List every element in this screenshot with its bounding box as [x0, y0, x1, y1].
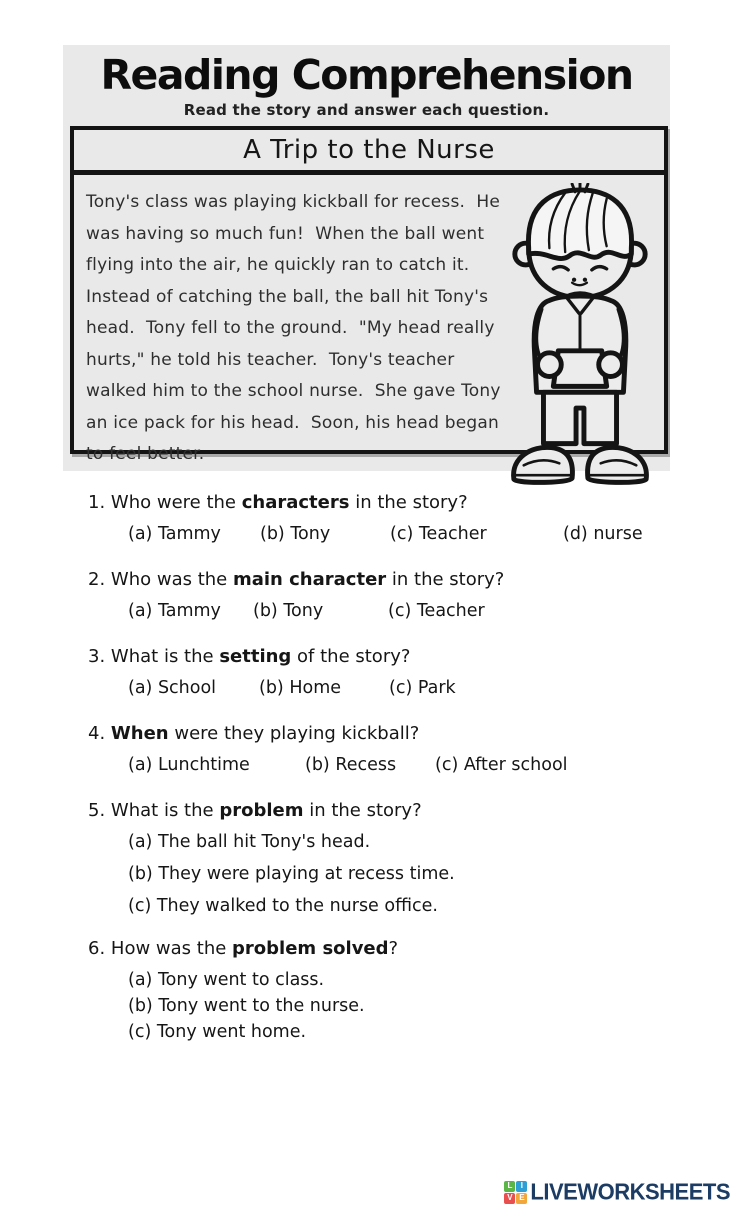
question-3 [88, 646, 688, 698]
question-text-bold: problem solved [232, 938, 389, 959]
question-3-options [88, 678, 688, 698]
question-text-pre: What is the [110, 800, 220, 821]
answer-option[interactable]: (c) After school [435, 755, 568, 775]
question-number: 3. [88, 646, 106, 667]
worksheet-header-band [63, 45, 670, 471]
brand-name: LIVEWORKSHEETS [530, 1178, 730, 1205]
answer-option[interactable]: (a) Tony went to class. [128, 970, 325, 990]
question-text-bold: problem [219, 800, 304, 821]
question-3-text [88, 646, 688, 667]
question-6-options [88, 970, 688, 1042]
question-1-options [88, 524, 688, 544]
page-title: Reading Comprehension [100, 51, 633, 99]
answer-option[interactable]: (b) Tony [260, 524, 331, 544]
question-5 [88, 800, 688, 916]
story-title-bar [74, 130, 664, 175]
question-text-post: in the story? [386, 569, 505, 590]
question-number: 5. [88, 800, 106, 821]
question-2 [88, 569, 688, 621]
story-body [74, 175, 664, 464]
answer-option[interactable]: (d) nurse [563, 524, 643, 544]
answer-option[interactable]: (a) Tammy [128, 601, 221, 621]
question-text-bold: main character [232, 569, 387, 590]
questions-section [88, 492, 688, 1067]
answer-option[interactable]: (c) Teacher [390, 524, 487, 544]
logo-letter-e: E [516, 1193, 527, 1204]
question-6-text [88, 938, 688, 959]
question-number: 4. [88, 723, 106, 744]
question-number: 1. [88, 492, 106, 513]
story-text: Tony's class was playing kickball for recess. He was having so much fun! When the ball went flying into the air, he quickly ran to catch it. Instead of catching the ball, the ball hit Tony's head. Tony fell to the ground. "My head really hurts," he told his teacher. Tony's teacher walked him to the school nurse. She gave Tony an ice pack for his head. Soon, his head began to feel better. [86, 192, 507, 464]
liveworksheets-grid-icon [504, 1181, 527, 1204]
logo-letter-v: V [504, 1193, 515, 1204]
answer-option[interactable]: (b) Tony went to the nurse. [128, 996, 365, 1016]
answer-option[interactable]: (a) Lunchtime [128, 755, 250, 775]
question-text-bold: When [110, 723, 169, 744]
question-5-text [88, 800, 688, 821]
question-text-post: of the story? [291, 646, 411, 667]
answer-option[interactable]: (a) School [128, 678, 217, 698]
answer-option[interactable]: (a) The ball hit Tony's head. [128, 832, 371, 852]
question-1-text [88, 492, 688, 513]
question-2-text [88, 569, 688, 590]
question-5-options [88, 832, 688, 916]
question-text-post: in the story? [303, 800, 422, 821]
question-4-text [88, 723, 688, 744]
question-text-post: were they playing kickball? [168, 723, 420, 744]
question-text-pre: Who were the [110, 492, 242, 513]
story-box [70, 126, 668, 464]
question-text-pre: What is the [110, 646, 220, 667]
question-text-pre: How was the [110, 938, 233, 959]
answer-option[interactable]: (c) They walked to the nurse office. [128, 896, 438, 916]
question-text-post: ? [388, 938, 399, 959]
question-1 [88, 492, 688, 544]
answer-option[interactable]: (c) Teacher [388, 601, 485, 621]
answer-option[interactable]: (b) Recess [305, 755, 397, 775]
sad-boy-illustration-icon [496, 183, 664, 491]
question-4 [88, 723, 688, 775]
liveworksheets-logo[interactable] [504, 1179, 730, 1205]
question-text-bold: characters [241, 492, 350, 513]
question-4-options [88, 755, 688, 775]
question-number: 6. [88, 938, 106, 959]
question-text-post: in the story? [349, 492, 468, 513]
question-number: 2. [88, 569, 106, 590]
page-subtitle: Read the story and answer each question. [183, 101, 550, 119]
question-text-pre: Who was the [110, 569, 233, 590]
answer-option[interactable]: (c) Park [389, 678, 456, 698]
logo-letter-l: L [504, 1181, 515, 1192]
answer-option[interactable]: (b) Tony [253, 601, 324, 621]
question-2-options [88, 601, 688, 621]
answer-option[interactable]: (b) Home [259, 678, 342, 698]
story-title: A Trip to the Nurse [243, 135, 495, 165]
logo-letter-i: I [516, 1181, 527, 1192]
answer-option[interactable]: (b) They were playing at recess time. [128, 864, 455, 884]
question-6 [88, 938, 688, 1042]
question-text-bold: setting [219, 646, 292, 667]
answer-option[interactable]: (a) Tammy [128, 524, 221, 544]
answer-option[interactable]: (c) Tony went home. [128, 1022, 307, 1042]
